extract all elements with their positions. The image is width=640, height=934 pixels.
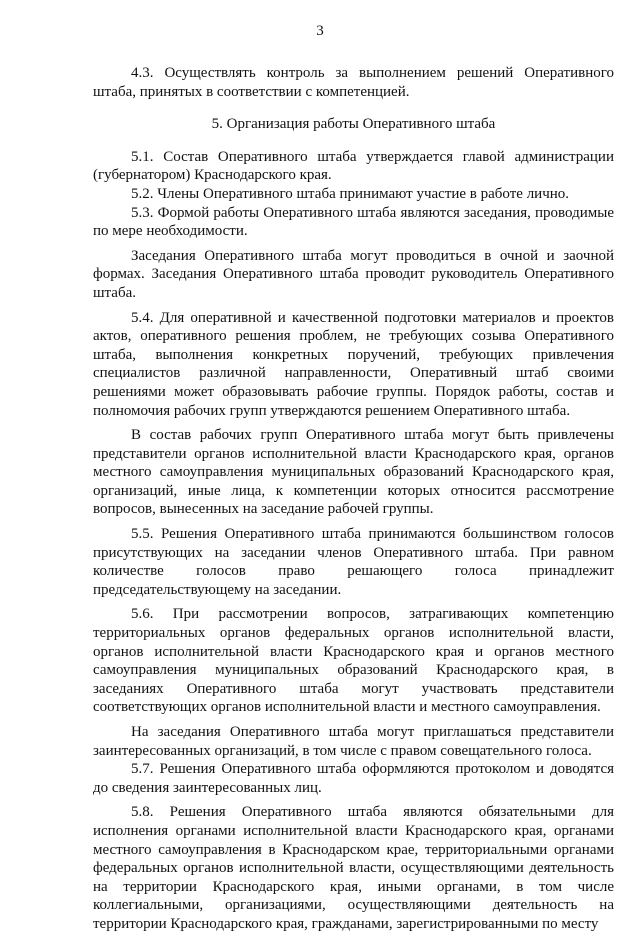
paragraph-5-7: 5.7. Решения Оперативного штаба оформляются протоколом и доводятся до сведения заинтересованных лиц. (93, 761, 614, 796)
paragraph-5-4-working-groups: В состав рабочих групп Оперативного штаба могут быть привлечены представители органов исполнительной власти Краснодарского края, органов местного самоуправления муниципальных образований Краснодарского края, организаций, иные лица, к компетенции которых относится рассмотрение вопросов, вынесенных на заседание рабочей группы. (93, 427, 614, 518)
paragraph-5-2: 5.2. Члены Оперативного штаба принимают участие в работе лично. (131, 185, 570, 202)
section-heading: 5. Организация работы Оперативного штаба (211, 116, 496, 133)
paragraph-5-4: 5.4. Для оперативной и качественной подготовки материалов и проектов актов, оперативного решения проблем, не требующих созыва Оперативного штаба, выполнения конкретных поручений, требующих привлечения специалистов различной направленности, Оперативный штаб своими решениями может образовывать рабочие группы. Порядок работы, состав и полномочия рабочих групп утверждаются решением Оперативного штаба. (93, 309, 614, 419)
paragraph-5-6: 5.6. При рассмотрении вопросов, затрагивающих компетенцию территориальных органов федеральных органов исполнительной власти, органов исполнительной власти Краснодарского края и органов местного самоуправления муниципальных образований Краснодарского края, в заседаниях Оперативного штаба могут участвовать представители соответствующих органов исполнительной власти и местного самоуправления. (93, 606, 614, 716)
document-body (93, 64, 614, 934)
paragraph-5-8: 5.8. Решения Оперативного штаба являются обязательными для исполнения органами исполнительной власти Краснодарского края, органами местного самоуправления в Краснодарском крае, территориальными органами федеральных органов исполнительной власти, осуществляющими деятельность на территории Краснодарского края, иными органами, в том числе коллегиальными, организациями, осуществляющими деятельность на территории Краснодарского края, гражданами, зарегистрированными по месту (93, 804, 614, 932)
paragraph-5-5: 5.5. Решения Оперативного штаба принимаются большинством голосов присутствующих на заседании членов Оперативного штаба. При равном количестве голосов право решающего голоса принадлежит председательствующему на заседании. (93, 526, 614, 598)
page-number: 3 (316, 23, 324, 39)
paragraph-5-6-invitations: На заседания Оперативного штаба могут приглашаться представители заинтересованных организаций, в том числе с правом совещательного голоса. (93, 724, 614, 759)
paragraph-5-3: 5.3. Формой работы Оперативного штаба являются заседания, проводимые по мере необходимости. (93, 204, 614, 240)
paragraph-5-1: 5.1. Состав Оперативного штаба утверждается главой администрации (губернатором) Краснодарского края. (93, 148, 614, 184)
paragraph-5-3-sessions: Заседания Оперативного штаба могут проводиться в очной и заочной формах. Заседания Оперативного штаба проводит руководитель Оперативного штаба. (93, 247, 614, 301)
paragraph-4-3: 4.3. Осуществлять контроль за выполнением решений Оперативного штаба, принятых в соответствии с компетенцией. (93, 65, 614, 100)
